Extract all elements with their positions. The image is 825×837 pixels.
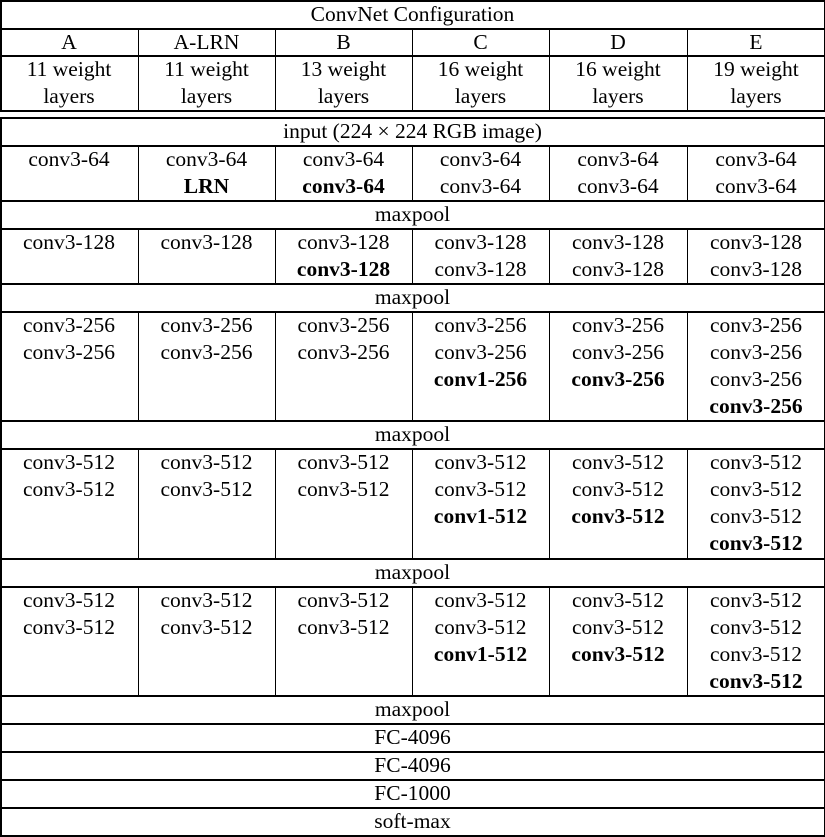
conv-block-5-cell-divider bbox=[549, 586, 550, 697]
layer-label: conv3-64 bbox=[302, 174, 385, 198]
column-name bbox=[138, 29, 275, 56]
layer-label: conv3-256 bbox=[571, 367, 665, 391]
layer-label: 16 weight bbox=[575, 57, 661, 81]
column-depth bbox=[275, 56, 412, 110]
layer-label: conv3-512 bbox=[572, 477, 664, 501]
conv-block-2-cell-divider bbox=[549, 228, 550, 285]
tail-row-3: FC-1000 bbox=[374, 781, 451, 805]
conv-block-3-cell bbox=[275, 312, 412, 366]
conv-block-3-cell bbox=[549, 312, 687, 393]
maxpool-row-2: maxpool bbox=[374, 285, 451, 309]
maxpool-row-1: maxpool bbox=[374, 202, 451, 226]
column-depth bbox=[412, 56, 549, 110]
layer-label: conv3-256 bbox=[434, 340, 527, 364]
layer-label: conv3-512 bbox=[297, 588, 390, 612]
layer-label: conv3-256 bbox=[434, 313, 527, 337]
conv-block-3-cell-divider bbox=[687, 311, 688, 422]
layer-label: conv3-64 bbox=[715, 174, 797, 198]
layer-label: conv3-128 bbox=[434, 230, 527, 254]
conv-block-5-cell-divider bbox=[687, 586, 688, 697]
column-depth-divider bbox=[549, 55, 550, 112]
conv-block-2-cell bbox=[275, 229, 412, 283]
conv-block-2-cell bbox=[0, 229, 138, 256]
layer-label: conv3-128 bbox=[710, 230, 802, 254]
column-depth bbox=[549, 56, 687, 110]
layer-label: conv3-512 bbox=[571, 642, 665, 666]
layer-label: layers bbox=[317, 84, 370, 108]
conv-block-4-cell-divider bbox=[412, 448, 413, 560]
conv-block-1-cell-divider bbox=[687, 145, 688, 202]
conv-block-3-cell-divider bbox=[549, 311, 550, 422]
column-depth-divider bbox=[138, 55, 139, 112]
layer-label: conv3-256 bbox=[297, 340, 390, 364]
layer-label: conv3-512 bbox=[710, 642, 802, 666]
layer-label: D bbox=[610, 30, 626, 54]
layer-label: conv3-256 bbox=[710, 340, 802, 364]
conv-block-5-cell bbox=[138, 587, 275, 641]
layer-label: conv3-256 bbox=[160, 313, 253, 337]
layer-label: conv3-512 bbox=[23, 450, 115, 474]
layer-label: E bbox=[749, 30, 763, 54]
column-depth bbox=[0, 56, 138, 110]
conv-block-1-cell-divider bbox=[138, 145, 139, 202]
rule-header-bottom bbox=[0, 110, 825, 112]
conv-block-4-cell bbox=[412, 449, 549, 530]
layer-label: LRN bbox=[183, 174, 230, 198]
conv-block-2-cell bbox=[138, 229, 275, 256]
layer-label: B bbox=[336, 30, 351, 54]
layer-label: conv3-512 bbox=[709, 531, 803, 555]
conv-block-2-cell bbox=[687, 229, 825, 283]
conv-block-5-cell-divider bbox=[275, 586, 276, 697]
conv-block-1-cell-divider bbox=[275, 145, 276, 202]
tail-row-1: FC-4096 bbox=[374, 725, 451, 749]
conv-block-5-cell bbox=[412, 587, 549, 668]
layer-label: conv3-512 bbox=[709, 669, 803, 693]
layer-label: conv3-512 bbox=[434, 615, 527, 639]
layer-label: 11 weight bbox=[26, 57, 112, 81]
layer-label: conv3-128 bbox=[23, 230, 115, 254]
column-name bbox=[0, 29, 138, 56]
conv-block-1-cell bbox=[549, 146, 687, 200]
layer-label: conv3-256 bbox=[23, 340, 115, 364]
layer-label: conv3-512 bbox=[572, 450, 664, 474]
conv-block-3-cell bbox=[138, 312, 275, 366]
layer-label: conv3-512 bbox=[160, 588, 253, 612]
conv-block-5-cell bbox=[275, 587, 412, 641]
maxpool-row-3: maxpool bbox=[374, 422, 451, 446]
layer-label: conv3-256 bbox=[710, 313, 802, 337]
layer-label: conv3-512 bbox=[710, 477, 802, 501]
layer-label: 16 weight bbox=[437, 57, 524, 81]
column-name bbox=[687, 29, 825, 56]
input-row: input (224 × 224 RGB image) bbox=[283, 119, 542, 143]
layer-label: layers bbox=[592, 84, 644, 108]
conv-block-5-cell-divider bbox=[138, 586, 139, 697]
conv-block-5-cell-divider bbox=[412, 586, 413, 697]
conv-block-4-cell bbox=[275, 449, 412, 503]
conv-block-3-cell-divider bbox=[138, 311, 139, 422]
layer-label: conv3-128 bbox=[572, 230, 664, 254]
conv-block-3-cell bbox=[687, 312, 825, 420]
layer-label: conv3-128 bbox=[297, 230, 390, 254]
layer-label: conv3-512 bbox=[434, 450, 527, 474]
layer-label: conv3-256 bbox=[23, 313, 115, 337]
column-name-divider bbox=[687, 28, 688, 57]
layer-label: conv3-512 bbox=[710, 450, 802, 474]
column-depth bbox=[687, 56, 825, 110]
layer-label: conv3-512 bbox=[571, 504, 665, 528]
conv-block-5-cell bbox=[0, 587, 138, 641]
conv-block-2-cell-divider bbox=[412, 228, 413, 285]
table-title: ConvNet Configuration bbox=[310, 2, 515, 26]
layer-label: layers bbox=[43, 84, 95, 108]
layer-label: conv3-512 bbox=[160, 615, 253, 639]
conv-block-4-cell bbox=[549, 449, 687, 530]
layer-label: 13 weight bbox=[300, 57, 387, 81]
conv-block-3-cell-divider bbox=[275, 311, 276, 422]
column-name-divider bbox=[138, 28, 139, 57]
conv-block-1-cell bbox=[138, 146, 275, 200]
layer-label: conv1-512 bbox=[433, 642, 528, 666]
layer-label: conv3-512 bbox=[23, 615, 115, 639]
column-name-divider bbox=[549, 28, 550, 57]
column-name bbox=[549, 29, 687, 56]
layer-label: conv3-128 bbox=[710, 257, 802, 281]
column-name bbox=[275, 29, 412, 56]
maxpool-row-5: maxpool bbox=[374, 697, 451, 721]
layer-label: conv3-64 bbox=[28, 147, 110, 171]
conv-block-4-cell-divider bbox=[687, 448, 688, 560]
column-depth-divider bbox=[412, 55, 413, 112]
conv-block-1-cell bbox=[412, 146, 549, 200]
layer-label: A-LRN bbox=[173, 30, 240, 54]
layer-label: conv3-512 bbox=[297, 450, 390, 474]
column-name-divider bbox=[412, 28, 413, 57]
layer-label: conv3-512 bbox=[710, 615, 802, 639]
conv-block-2-cell-divider bbox=[275, 228, 276, 285]
column-depth-divider bbox=[687, 55, 688, 112]
layer-label: conv3-512 bbox=[23, 477, 115, 501]
layer-label: conv3-128 bbox=[160, 230, 253, 254]
layer-label: conv3-256 bbox=[710, 367, 802, 391]
layer-label: conv3-512 bbox=[572, 615, 664, 639]
conv-block-1-cell bbox=[0, 146, 138, 173]
column-depth bbox=[138, 56, 275, 110]
conv-block-1-cell-divider bbox=[549, 145, 550, 202]
column-depth-divider bbox=[275, 55, 276, 112]
layer-label: conv3-64 bbox=[302, 147, 385, 171]
conv-block-1-cell-divider bbox=[412, 145, 413, 202]
conv-block-3-cell bbox=[0, 312, 138, 366]
layer-label: conv3-512 bbox=[710, 588, 802, 612]
layer-label: conv3-512 bbox=[23, 588, 115, 612]
layer-label: conv3-512 bbox=[160, 450, 253, 474]
layer-label: conv3-256 bbox=[160, 340, 253, 364]
layer-label: C bbox=[473, 30, 488, 54]
layer-label: conv3-128 bbox=[434, 257, 527, 281]
maxpool-row-4: maxpool bbox=[374, 560, 451, 584]
tail-row-2: FC-4096 bbox=[374, 753, 451, 777]
layer-label: conv3-256 bbox=[572, 313, 664, 337]
conv-block-4-cell-divider bbox=[275, 448, 276, 560]
conv-block-1-cell bbox=[687, 146, 825, 200]
conv-block-5-cell bbox=[687, 587, 825, 695]
layer-label: conv1-256 bbox=[433, 367, 528, 391]
layer-label: conv3-64 bbox=[439, 174, 522, 198]
layer-label: conv3-64 bbox=[165, 147, 248, 171]
conv-block-5-cell bbox=[549, 587, 687, 668]
layer-label: conv3-256 bbox=[709, 394, 803, 418]
layer-label: conv3-128 bbox=[572, 257, 664, 281]
layer-label: conv3-64 bbox=[715, 147, 797, 171]
layer-label: A bbox=[61, 30, 77, 54]
layer-label: conv3-256 bbox=[572, 340, 664, 364]
conv-block-4-cell-divider bbox=[549, 448, 550, 560]
layer-label: conv3-512 bbox=[160, 477, 253, 501]
conv-block-2-cell bbox=[549, 229, 687, 283]
layer-label: conv3-512 bbox=[434, 588, 527, 612]
conv-block-4-cell-divider bbox=[138, 448, 139, 560]
layer-label: conv3-512 bbox=[297, 477, 390, 501]
layer-label: layers bbox=[180, 84, 233, 108]
conv-block-1-cell bbox=[275, 146, 412, 200]
layer-label: conv3-512 bbox=[434, 477, 527, 501]
tail-row-4: soft-max bbox=[374, 809, 451, 833]
layer-label: 19 weight bbox=[713, 57, 799, 81]
conv-block-4-cell bbox=[138, 449, 275, 503]
conv-block-2-cell bbox=[412, 229, 549, 283]
layer-label: layers bbox=[730, 84, 782, 108]
layer-label: conv3-512 bbox=[297, 615, 390, 639]
column-name bbox=[412, 29, 549, 56]
layer-label: conv3-64 bbox=[577, 174, 659, 198]
conv-block-3-cell bbox=[412, 312, 549, 393]
layer-label: conv3-512 bbox=[710, 504, 802, 528]
conv-block-2-cell-divider bbox=[138, 228, 139, 285]
layer-label: conv1-512 bbox=[433, 504, 528, 528]
conv-block-4-cell bbox=[687, 449, 825, 557]
layer-label: conv3-512 bbox=[572, 588, 664, 612]
layer-label: conv3-64 bbox=[439, 147, 522, 171]
layer-label: layers bbox=[454, 84, 507, 108]
layer-label: 11 weight bbox=[164, 57, 249, 81]
conv-block-3-cell-divider bbox=[412, 311, 413, 422]
column-name-divider bbox=[275, 28, 276, 57]
layer-label: conv3-64 bbox=[577, 147, 659, 171]
layer-label: conv3-128 bbox=[296, 257, 391, 281]
conv-block-2-cell-divider bbox=[687, 228, 688, 285]
conv-block-4-cell bbox=[0, 449, 138, 503]
layer-label: conv3-256 bbox=[297, 313, 390, 337]
